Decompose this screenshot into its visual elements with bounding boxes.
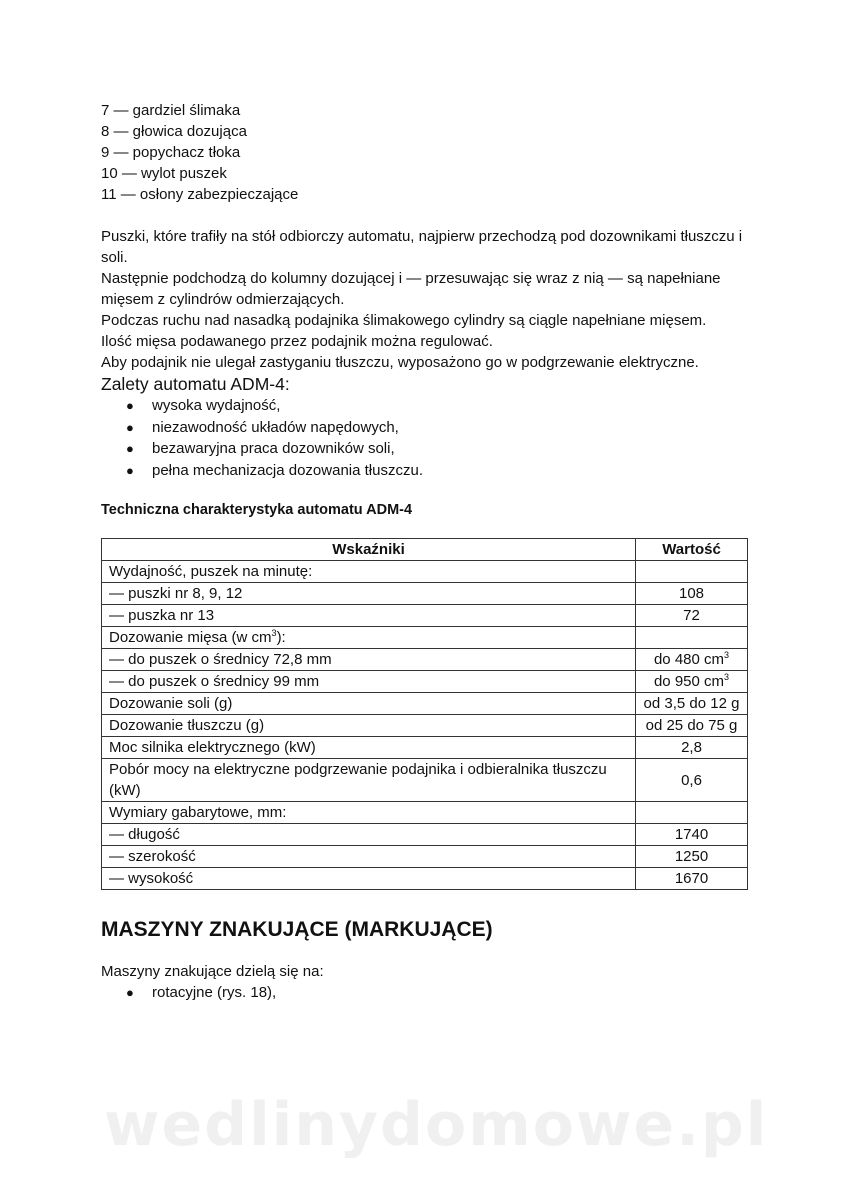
row-value: od 3,5 do 12 g bbox=[636, 693, 748, 715]
marking-machines-list bbox=[101, 982, 751, 1004]
row-value bbox=[636, 671, 748, 693]
row-value: 1250 bbox=[636, 846, 748, 868]
paragraph: Następnie podchodzą do kolumny dozującej i — przesuwając się wraz z nią — są napełniane mięsem z cylindrów odmierzających. bbox=[101, 270, 721, 308]
list-item bbox=[101, 438, 751, 460]
legend-item: 8 — głowica dozująca bbox=[101, 123, 247, 140]
table-row bbox=[102, 583, 748, 605]
advantages-list bbox=[101, 395, 751, 481]
row-label: — puszka nr 13 bbox=[102, 605, 636, 627]
paragraph: Aby podajnik nie ulegał zastyganiu tłuszczu, wyposażono go w podgrzewanie elektryczne. bbox=[101, 354, 699, 371]
list-item bbox=[101, 417, 751, 439]
row-value bbox=[636, 649, 748, 671]
spec-table bbox=[101, 538, 748, 890]
bullet-icon: ● bbox=[126, 985, 134, 1000]
figure-legend bbox=[101, 100, 751, 205]
list-item-text: niezawodność układów napędowych, bbox=[152, 418, 399, 436]
table-row bbox=[102, 671, 748, 693]
description-paragraphs bbox=[101, 226, 751, 373]
row-label: — długość bbox=[102, 824, 636, 846]
table-row bbox=[102, 649, 748, 671]
table-row bbox=[102, 693, 748, 715]
row-value bbox=[636, 561, 748, 583]
paragraph: Ilość mięsa podawanego przez podajnik można regulować. bbox=[101, 333, 493, 350]
table-row bbox=[102, 561, 748, 583]
legend-item: 9 — popychacz tłoka bbox=[101, 144, 241, 161]
table-row bbox=[102, 824, 748, 846]
superscript: 3 bbox=[271, 628, 277, 638]
row-label bbox=[102, 627, 636, 649]
row-value-text: do 950 cm bbox=[653, 673, 725, 690]
row-value: 72 bbox=[636, 605, 748, 627]
column-header-value: Wartość bbox=[636, 539, 748, 561]
row-label: Pobór mocy na elektryczne podgrzewanie podajnika i odbieralnika tłuszczu (kW) bbox=[102, 759, 636, 802]
row-value: od 25 do 75 g bbox=[636, 715, 748, 737]
bullet-icon: ● bbox=[126, 419, 134, 435]
row-label: Moc silnika elektrycznego (kW) bbox=[102, 737, 636, 759]
row-label-suffix: ): bbox=[276, 629, 286, 646]
row-label: — szerokość bbox=[102, 846, 636, 868]
table-row bbox=[102, 605, 748, 627]
list-item-text: rotacyjne (rys. 18), bbox=[152, 984, 277, 1001]
table-row bbox=[102, 759, 748, 802]
advantages-heading: Zalety automatu ADM-4: bbox=[101, 374, 290, 394]
table-title: Techniczna charakterystyka automatu ADM-4 bbox=[101, 502, 413, 518]
legend-item: 7 — gardziel ślimaka bbox=[101, 102, 241, 119]
row-value: 0,6 bbox=[636, 759, 748, 802]
row-label: Dozowanie soli (g) bbox=[102, 693, 636, 715]
row-label: — wysokość bbox=[102, 868, 636, 890]
bullet-icon: ● bbox=[126, 398, 134, 413]
row-value: 2,8 bbox=[636, 737, 748, 759]
document-page bbox=[101, 100, 751, 1004]
row-label: — puszki nr 8, 9, 12 bbox=[102, 583, 636, 605]
bullet-icon: ● bbox=[126, 441, 134, 456]
row-label: — do puszek o średnicy 72,8 mm bbox=[102, 649, 636, 671]
table-row bbox=[102, 802, 748, 824]
row-value: 1670 bbox=[636, 868, 748, 890]
legend-item: 11 — osłony zabezpieczające bbox=[101, 186, 299, 203]
row-value: 1740 bbox=[636, 824, 748, 846]
superscript: 3 bbox=[724, 672, 730, 682]
row-value bbox=[636, 627, 748, 649]
list-item bbox=[101, 982, 751, 1004]
table-row bbox=[102, 627, 748, 649]
legend-item: 10 — wylot puszek bbox=[101, 165, 227, 182]
watermark: wedlinydomowe.pl bbox=[104, 1090, 769, 1160]
list-item-text: wysoka wydajność, bbox=[152, 397, 281, 414]
table-row bbox=[102, 846, 748, 868]
row-label: — do puszek o średnicy 99 mm bbox=[102, 671, 636, 693]
row-label-text: Dozowanie mięsa (w cm bbox=[109, 629, 272, 646]
row-label: Dozowanie tłuszczu (g) bbox=[102, 715, 636, 737]
table-row bbox=[102, 715, 748, 737]
list-item bbox=[101, 460, 751, 482]
list-item-text: pełna mechanizacja dozowania tłuszczu. bbox=[152, 461, 423, 479]
row-value: 108 bbox=[636, 583, 748, 605]
row-label: Wydajność, puszek na minutę: bbox=[102, 561, 636, 583]
row-value bbox=[636, 802, 748, 824]
bullet-icon: ● bbox=[126, 462, 134, 478]
section-heading: MASZYNY ZNAKUJĄCE (MARKUJĄCE) bbox=[101, 918, 493, 941]
table-header-row bbox=[102, 539, 748, 561]
list-item-text: bezawaryjna praca dozowników soli, bbox=[152, 440, 395, 457]
paragraph: Puszki, które trafiły na stół odbiorczy automatu, najpierw przechodzą pod dozownikami tłuszczu i soli. bbox=[101, 228, 743, 266]
table-row bbox=[102, 868, 748, 890]
row-label: Wymiary gabarytowe, mm: bbox=[102, 802, 636, 824]
column-header-indicator: Wskaźniki bbox=[102, 539, 636, 561]
paragraph: Podczas ruchu nad nasadką podajnika ślimakowego cylindry są ciągle napełniane mięsem. bbox=[101, 312, 707, 329]
list-item bbox=[101, 395, 751, 417]
row-value-text: do 480 cm bbox=[653, 651, 725, 668]
section-intro: Maszyny znakujące dzielą się na: bbox=[101, 963, 324, 980]
superscript: 3 bbox=[724, 650, 730, 660]
table-row bbox=[102, 737, 748, 759]
